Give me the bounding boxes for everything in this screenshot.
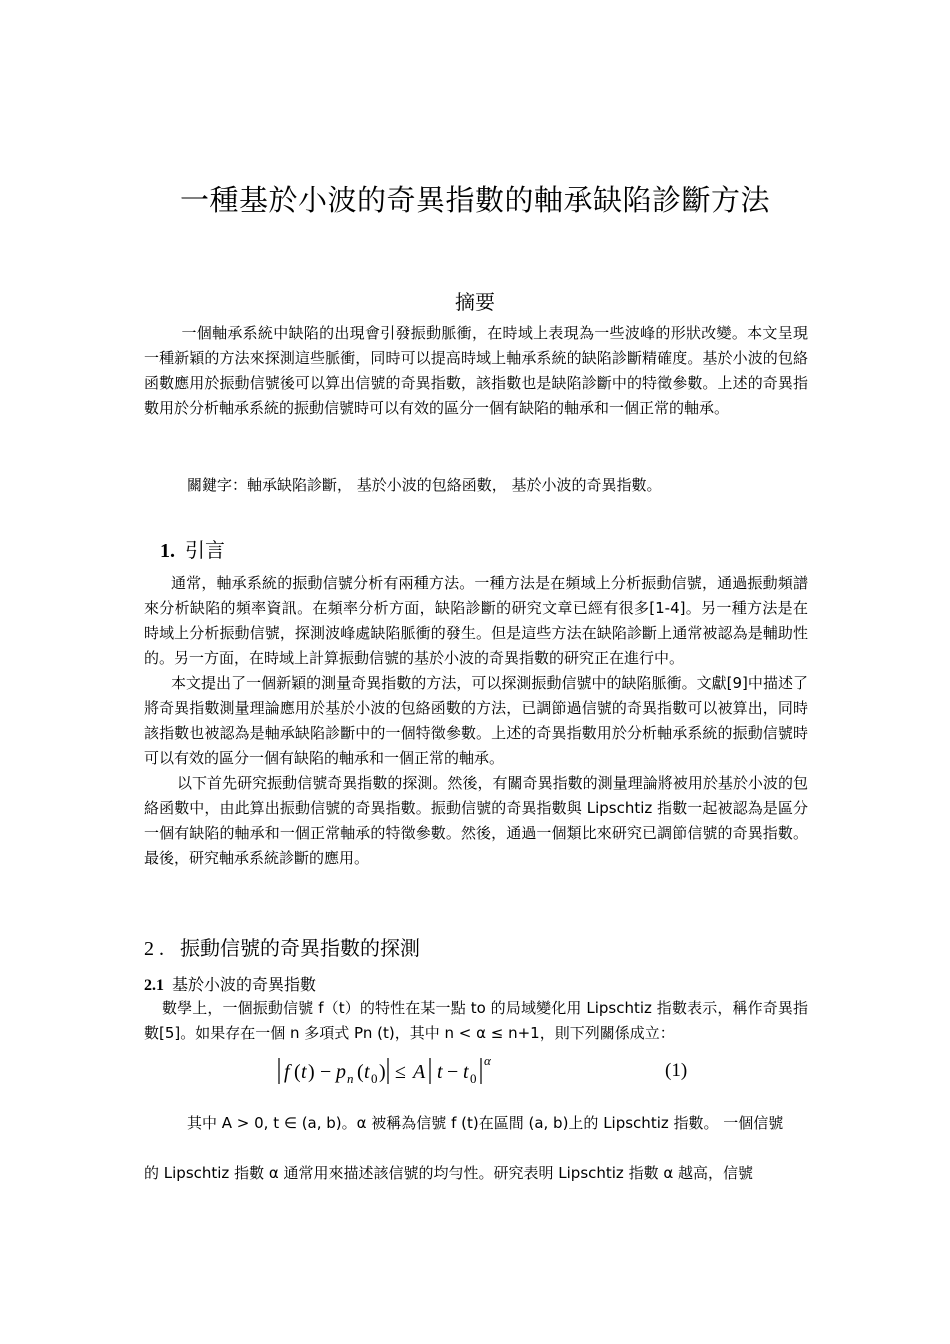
section-1-paragraph-3: 以下首先研究振動信號奇異指數的探測。然後，有關奇異指數的測量理論將被用於基於小波的包絡函數中，由此算出振動信號的奇異指數。振動信號的奇異指數與 Lipschtiz 指數一起被認為是區分一個有缺陷的軸承和一個正常軸承的特徵參數。然後，通過一個類比來研究已調節信號的奇異指數。最後，研究軸承系統診斷的應用。 — [144, 774, 808, 867]
section-1-body — [144, 571, 808, 871]
paper-title: 一種基於小波的奇異指數的軸承缺陷診斷方法 — [179, 183, 770, 217]
abstract-heading: 摘要 — [455, 290, 495, 314]
subsection-2-1-title: 基於小波的奇異指數 — [172, 975, 317, 994]
section-2-paragraph-3: 的 Lipschtiz 指數 α 通常用來描述該信號的均勻性。研究表明 Lipschtiz 指數 α 越高，信號 — [144, 1164, 753, 1182]
section-2-title: 振動信號的奇異指數的探測 — [180, 936, 420, 960]
subsection-2-1-heading — [144, 972, 316, 995]
svg-text:t: t — [437, 1061, 443, 1083]
svg-text:α: α — [484, 1053, 491, 1068]
section-1-paragraph-2: 本文提出了一個新穎的測量奇異指數的方法，可以探測振動信號中的缺陷脈衝。文獻[9]中描述了將奇異指數測量理論應用於基於小波的包絡函數的方法，已調節過信號的奇異指數可以被算出，同時該指數也被認為是軸承缺陷診斷中的一個特徵參數。上述的奇異指數用於分析軸承系統的振動信號時可以有效的區分一個有缺陷的軸承和一個正常的軸承。 — [144, 674, 808, 767]
section-1-paragraph-1: 通常，軸承系統的振動信號分析有兩種方法。一種方法是在頻域上分析振動信號，通過振動頻譜來分析缺陷的頻率資訊。在頻率分析方面，缺陷診斷的研究文章已經有很多[1-4]。另一種方法是在時域上分析振動信號，探測波峰處缺陷脈衝的發生。但是這些方法在缺陷診斷上通常被認為是輔助性的。另一方面，在時域上計算振動信號的基於小波的奇異指數的研究正在進行中。 — [144, 574, 808, 667]
svg-text:≤: ≤ — [395, 1061, 406, 1083]
equation-1 — [272, 1053, 712, 1087]
abstract-body — [144, 321, 808, 421]
section-2-paragraph-1: 數學上，一個振動信號 f（t）的特性在某一點 to 的局域變化用 Lipschtiz 指數表示，稱作奇異指數[5]。如果存在一個 n 多項式 Pn (t)，其中 n < α ≤ n+1，則下列關係成立： — [144, 999, 808, 1042]
svg-text:t: t — [364, 1061, 370, 1083]
svg-text:−: − — [447, 1061, 459, 1083]
svg-text:t: t — [463, 1061, 469, 1083]
svg-text:0: 0 — [371, 1071, 378, 1086]
svg-text:0: 0 — [470, 1071, 477, 1086]
svg-text:t: t — [301, 1061, 307, 1083]
subsection-2-1-number: 2.1 — [144, 977, 164, 994]
svg-text:(: ( — [294, 1061, 301, 1083]
svg-text:(: ( — [357, 1061, 364, 1083]
keywords: 關鍵字：軸承缺陷診斷， 基於小波的包絡函數， 基於小波的奇異指數。 — [187, 476, 662, 494]
subsection-2-1-body — [144, 996, 808, 1046]
svg-text:n: n — [347, 1071, 354, 1086]
section-1-title: 引言 — [185, 538, 225, 562]
section-2-paragraph-2: 其中 A > 0, t ∈ (a, b)。α 被稱為信號 f (t)在區間 (a, b)上的 Lipschtiz 指數。 一個信號 — [187, 1114, 784, 1132]
svg-text:): ) — [308, 1061, 315, 1083]
svg-text:p: p — [336, 1061, 346, 1083]
svg-text:−: − — [320, 1061, 332, 1083]
svg-text:f: f — [284, 1061, 290, 1083]
svg-text:A: A — [413, 1061, 426, 1083]
section-2-heading — [144, 932, 420, 961]
equation-1-number: (1) — [665, 1060, 688, 1081]
section-2-number: 2 . — [144, 938, 164, 960]
section-1-number: 1. — [160, 540, 175, 562]
section-1-heading — [160, 534, 225, 563]
svg-text:): ) — [379, 1061, 386, 1083]
abstract-text: 一個軸承系統中缺陷的出現會引發振動脈衝，在時域上表現為一些波峰的形狀改變。本文呈現一種新穎的方法來探測這些脈衝，同時可以提高時域上軸承系統的缺陷診斷精確度。基於小波的包絡函數應用於振動信號後可以算出信號的奇異指數，該指數也是缺陷診斷中的特徵參數。上述的奇異指數用於分析軸承系統的振動信號時可以有效的區分一個有缺陷的軸承和一個正常的軸承。 — [144, 324, 808, 417]
